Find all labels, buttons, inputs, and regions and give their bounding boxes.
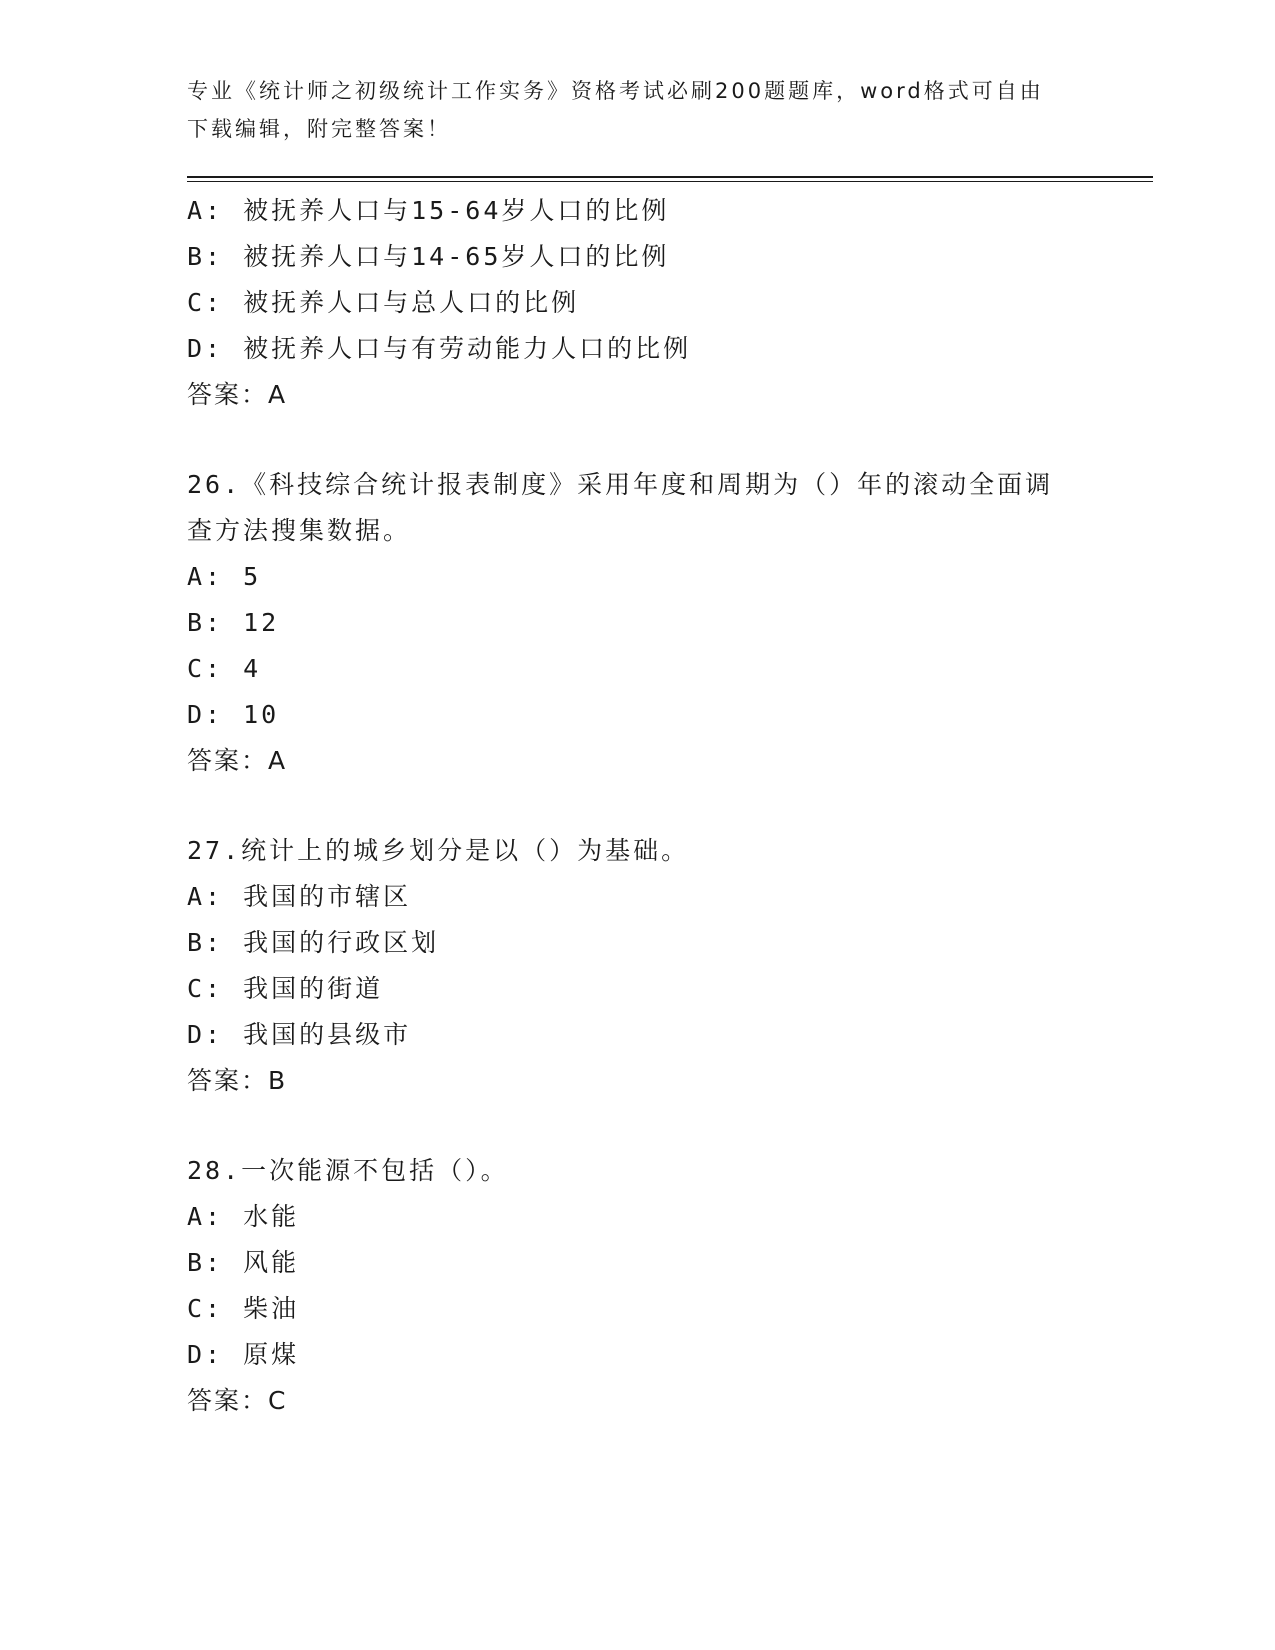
option-text: 12 — [243, 608, 280, 637]
option-letter: B: — [187, 928, 224, 957]
question-27 — [187, 828, 1087, 1104]
option-text: 5 — [243, 562, 262, 591]
header-divider-thick — [187, 176, 1153, 178]
answer-line: 答案：B — [187, 1066, 288, 1095]
header-divider-thin — [187, 181, 1153, 182]
option-a — [187, 188, 1087, 234]
option-text: 风能 — [243, 1248, 300, 1277]
option-letter: D: — [187, 334, 224, 363]
question-list — [187, 188, 1087, 1424]
option-b — [187, 1240, 1087, 1286]
option-letter: A: — [187, 562, 224, 591]
option-text: 我国的县级市 — [243, 1020, 412, 1049]
option-letter: A: — [187, 196, 224, 225]
option-letter: A: — [187, 882, 224, 911]
option-text: 被抚养人口与有劳动能力人口的比例 — [243, 334, 692, 363]
option-letter: B: — [187, 242, 224, 271]
option-b — [187, 600, 1087, 646]
option-letter: D: — [187, 700, 224, 729]
option-letter: B: — [187, 1248, 224, 1277]
option-c — [187, 966, 1087, 1012]
answer-line: 答案：C — [187, 1386, 288, 1415]
option-letter: D: — [187, 1340, 224, 1369]
question-25 — [187, 188, 1087, 418]
option-a — [187, 874, 1087, 920]
option-d — [187, 692, 1087, 738]
option-a — [187, 1194, 1087, 1240]
option-text: 10 — [243, 700, 280, 729]
option-text: 我国的市辖区 — [243, 882, 412, 911]
option-text: 被抚养人口与总人口的比例 — [243, 288, 580, 317]
option-letter: A: — [187, 1202, 224, 1231]
option-letter: C: — [187, 288, 224, 317]
option-text: 我国的街道 — [243, 974, 384, 1003]
option-b — [187, 234, 1087, 280]
question-text: 28.一次能源不包括（）。 — [187, 1156, 509, 1185]
option-letter: C: — [187, 974, 224, 1003]
option-letter: D: — [187, 1020, 224, 1049]
option-text: 被抚养人口与15-64岁人口的比例 — [243, 196, 670, 225]
option-d — [187, 1332, 1087, 1378]
option-text: 原煤 — [243, 1340, 300, 1369]
option-letter: B: — [187, 608, 224, 637]
option-d — [187, 1012, 1087, 1058]
document-header: 专业《统计师之初级统计工作实务》资格考试必刷200题题库，word格式可自由下载编辑，附完整答案！ — [187, 79, 1044, 141]
question-28 — [187, 1148, 1087, 1424]
answer-line: 答案：A — [187, 746, 288, 775]
option-c — [187, 646, 1087, 692]
option-c — [187, 1286, 1087, 1332]
option-text: 被抚养人口与14-65岁人口的比例 — [243, 242, 670, 271]
option-c — [187, 280, 1087, 326]
option-letter: C: — [187, 654, 224, 683]
option-a — [187, 554, 1087, 600]
question-text: 26.《科技综合统计报表制度》采用年度和周期为（）年的滚动全面调查方法搜集数据。 — [187, 470, 1054, 545]
option-d — [187, 326, 1087, 372]
question-26 — [187, 462, 1087, 784]
option-text: 柴油 — [243, 1294, 300, 1323]
option-b — [187, 920, 1087, 966]
option-text: 水能 — [243, 1202, 300, 1231]
question-text: 27.统计上的城乡划分是以（）为基础。 — [187, 836, 690, 865]
option-text: 4 — [243, 654, 262, 683]
option-text: 我国的行政区划 — [243, 928, 440, 957]
answer-line: 答案：A — [187, 380, 288, 409]
option-letter: C: — [187, 1294, 224, 1323]
